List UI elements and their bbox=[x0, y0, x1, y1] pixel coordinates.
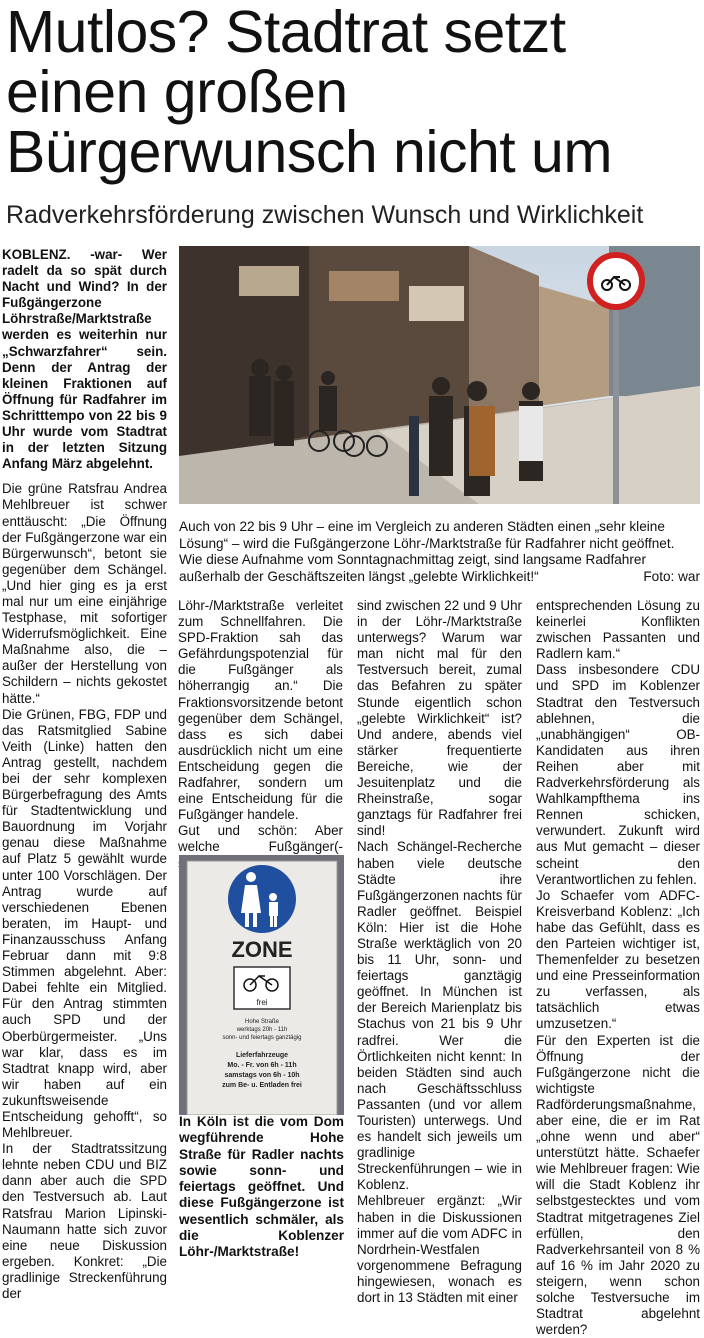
paragraph: Die Grünen, FBG, FDP und das Ratsmitglied Sabine Veith (Linke) hatten den Antrag gestellt, nachdem bei der sehr komplexen Bürgerbefragung des Amts für Stadtentwicklung und Bauordnung im Vorjahr genau diese Maßnahme auf Platz 5 gewählt wurde unter 100 Vorschlägen. Der Antrag wurde auf verschiedenen Ebenen beraten, im Haupt- und Finanzausschuss Anfang Februar dann mit 9:8 Stimmen abgelehnt. Aber: Dabei fehlte ein Mitglied. Für den Antrag stimmten auch SPD und der Oberbürgermeister. „Uns war klar, dass es im Stadtrat knapp wird, aber wir haben auf ein zukunftsweisende Entscheidung gehofft“, so Mehlbreuer. bbox=[2, 706, 167, 1141]
sign-line: Hohe Straße bbox=[244, 1019, 280, 1025]
zone-sign-photo bbox=[179, 855, 344, 1115]
sign-line: werktags 20h - 11h bbox=[236, 1027, 288, 1033]
sign-line: zum Be- u. Entladen frei bbox=[222, 1082, 302, 1089]
zone-label: ZONE bbox=[231, 937, 293, 962]
column-4 bbox=[536, 598, 700, 1338]
street-photo bbox=[179, 246, 700, 504]
paragraph: entsprechenden Lösung zu keinerlei Konflikten zwischen Passanten und Radlern kam.“ bbox=[536, 598, 700, 662]
paragraph: Die grüne Ratsfrau Andrea Mehlbreuer ist schwer enttäuscht: „Die Öffnung der Fußgängerzone war ein Bürgerwunsch“, betont sie gegenüber dem Schängel. „Und hier ging es ja erst mal nur um eine einjährige Testphase, mit sofortiger Widerrufsmöglichkeit. Eine Maßnahme also, die – außer der Herstellung von Schildern – nichts gekostet hätte.“ bbox=[2, 481, 167, 706]
paragraph: Nach Schängel-Recherche haben viele deutsche Städte ihre Fußgängerzonen nachts für Radler geöffnet. Beispiel Köln: Hier ist die Hohe Straße werktäglich von 20 bis 11 Uhr, sonn- und feiertags ganztägig geöffnet. In München ist der Bereich Marienplatz bis Stachus von 21 bis 9 Uhr radfrei. Wer die Örtlichkeiten nicht kennt: In beiden Städten sind auch nach Geschäftsschluss Passanten (und vor allem Touristen) unterwegs. Und es handelt sich jeweils um gradlinige Streckenführungen – wie in Koblenz. bbox=[357, 839, 522, 1193]
lead-paragraph: KOBLENZ. -war- Wer radelt da so spät durch Nacht und Wind? In der Fußgängerzone Löhrstraße/Marktstraße werden es weiterhin nur „Schwarzfahrer“ sein. Denn der Antrag der kleinen Fraktionen auf Öffnung für Radfahrer im Schritttempo von 22 bis 9 Uhr wurde vom Stadtrat in der letzten Sitzung Anfang März abgelehnt. bbox=[2, 247, 167, 472]
sign-line: sonn- und feiertags ganztägig bbox=[222, 1035, 302, 1041]
paragraph: Jo Schaefer vom ADFC-Kreisverband Koblenz: „Ich habe das Gefühlt, dass es den Parteien wichtiger ist, Themenfelder zu besetzen und eine Presseinformation zu verfassen, als tatsächlich etwas umzusetzen.“ bbox=[536, 887, 700, 1032]
sign-frei: frei bbox=[256, 998, 268, 1007]
sign-line: Lieferfahrzeuge bbox=[235, 1052, 289, 1059]
paragraph: Für den Experten ist die Öffnung der Fußgängerzone nicht die wichtigste Radförderungsmaßnahme, aber eine, die er im Rat „ohne wenn und aber“ unterstützt hätte. Schaefer wie Mehlbreuer fragen: Wie will die Stadt Koblenz ihr selbstgestecktes und vom Stadtrat mitgetragenes Ziel erfüllen, den Radverkehrsanteil von 8 % auf 16 % im Jahr 2020 zu steigern, wenn schon solche Testversuche im Stadtrat abgelehnt werden? bbox=[536, 1032, 700, 1338]
paragraph: Mehlbreuer ergänzt: „Wir haben in die Diskussionen immer auf die vom ADFC in Nordrhein-Westfalen vorgenommene Befragung hingewiesen, wonach es dort in 13 Städten mit einer bbox=[357, 1193, 522, 1306]
sign-line: samstags von 6h - 10h bbox=[224, 1072, 300, 1079]
column-2 bbox=[178, 598, 343, 872]
paragraph: Löhr-/Marktstraße verleitet zum Schnellfahren. Die SPD-Fraktion sah das Gefährdungspotenzial für die Fußgänger als höherrangig an.“ Die Fraktionsvorsitzende betont gegenüber dem Schängel, dass es sich dabei ausdrücklich nicht um eine Entscheidung gegen die Radfahrer, sondern um eine Entscheidung für die Fußgänger handele. bbox=[178, 598, 343, 823]
subheadline: Radverkehrsförderung zwischen Wunsch und Wirklichkeit bbox=[6, 201, 644, 229]
sign-caption: In Köln ist die vom Dom wegführende Hohe Straße für Radler nachts sowie sonn- und feiertags geöffnet. Und diese Fußgängerzone ist wesentlich schmäler, als die Koblenzer Löhr-/Marktstraße! bbox=[179, 1114, 344, 1260]
photo-caption bbox=[179, 519, 700, 585]
headline: Mutlos? Stadtrat setzt einen großen Bürgerwunsch nicht um bbox=[6, 0, 613, 185]
photo-credit: Foto: war bbox=[643, 568, 700, 584]
column-3 bbox=[357, 598, 522, 1306]
paragraph: Gut und schön: Aber welche Fußgänger(- bbox=[178, 823, 343, 855]
column-1 bbox=[2, 247, 167, 1302]
sign-line: Mo. - Fr. von 6h - 11h bbox=[227, 1062, 297, 1069]
paragraph: sind zwischen 22 und 9 Uhr in der Löhr-/Marktstraße unterwegs? Warum war man nicht mal für den Testversuch bereit, zumal das Befahren zu später Stunde eigentlich schon „gelebte Wirklichkeit“ ist? Und andere, abends viel stärker frequentierte Bereiche, wie der Jesuitenplatz und die Rheinstraße, sogar ganztags für Radfahrer frei sind! bbox=[357, 598, 522, 839]
paragraph: Dass insbesondere CDU und SPD im Koblenzer Stadtrat den Testversuch ablehnen, die „unabhängigen“ OB-Kandidaten aus ihren Reihen aber mit Radverkehrsförderung als Wahlkampfthema ins Rennen schicken, verwundert. Zukunft wird aus Mut gemacht – dieser scheint den Verantwortlichen zu fehlen. bbox=[536, 662, 700, 887]
paragraph: In der Stadtratssitzung lehnte neben CDU und BIZ dann aber auch die SPD den Testversuch ab. Laut Ratsfrau Marion Lipinski-Naumann hatte sich zuvor eine neue Diskussion ergeben. Konkret: „Die gradlinige Streckenführung der bbox=[2, 1141, 167, 1301]
caption-text: Auch von 22 bis 9 Uhr – eine im Vergleich zu anderen Städten einen „sehr kleine Lösung“ – wird die Fußgängerzone Löhr-/Marktstraße für Radfahrer nicht geöffnet. Wie diese Aufnahme vom Sonntagnachmittag zeigt, sind langsame Radfahrer außerhalb der Geschäftszeiten längst „gelebte Wirklichkeit!“ bbox=[179, 519, 675, 584]
